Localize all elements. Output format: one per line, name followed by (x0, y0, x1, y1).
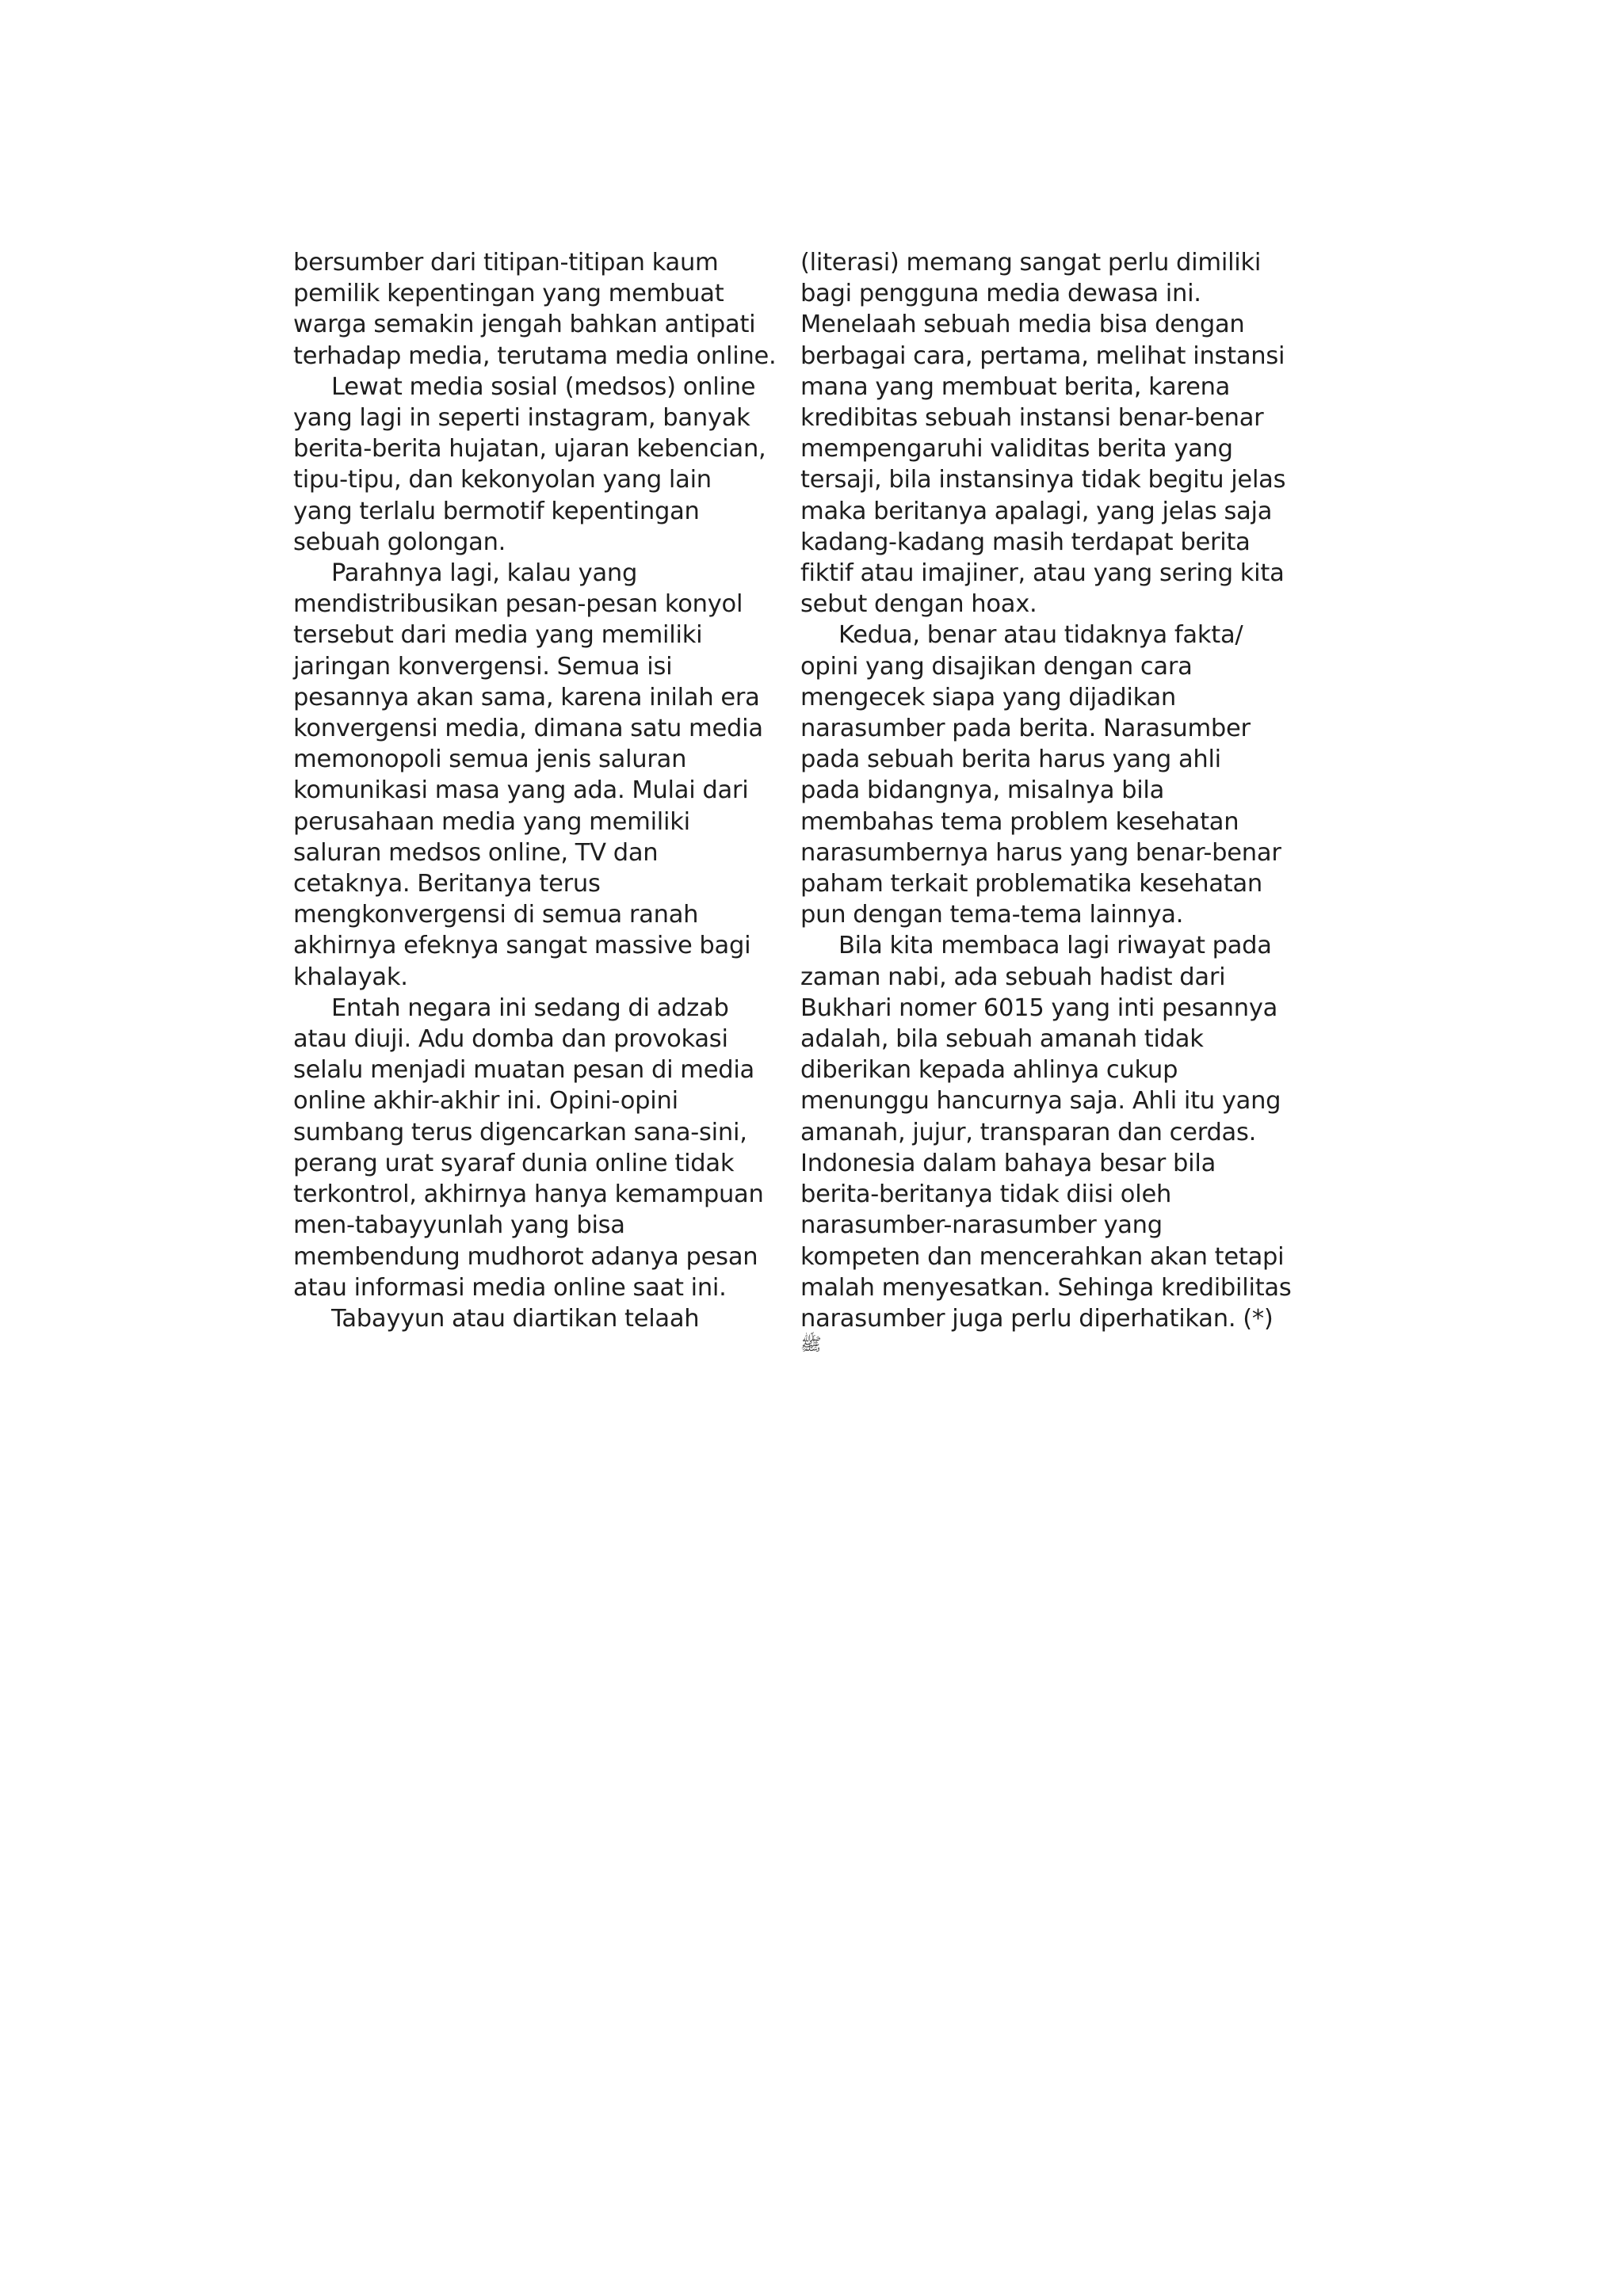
text-line: pun dengan tema-tema lainnya. (800, 901, 1184, 929)
text-line: Menelaah sebuah media bisa dengan (800, 311, 1245, 339)
text-line: mendistribusikan pesan-pesan konyol (293, 590, 743, 619)
text-line: pemilik kepentingan yang membuat (293, 280, 724, 308)
text-line: narasumbernya harus yang benar-benar (800, 838, 1281, 867)
text-line: komunikasi masa yang ada. Mulai dari (293, 776, 749, 805)
text-line: adalah, bila sebuah amanah tidak (800, 1025, 1204, 1054)
text-line: cetaknya. Beritanya terus (293, 870, 601, 898)
text-line: akhirnya efeknya sangat massive bagi (293, 932, 751, 960)
text-line: sebut dengan hoax. (800, 590, 1037, 619)
left-column-paragraph (293, 372, 778, 558)
text-line: pesannya akan sama, karena inilah era (293, 683, 760, 711)
text-line: berita-berita hujatan, ujaran kebencian, (293, 435, 766, 463)
text-line: memonopoli semua jenis saluran (293, 746, 687, 774)
text-line: membendung mudhorot adanya pesan (293, 1242, 758, 1271)
text-line: opini yang disajikan dengan cara (800, 652, 1193, 681)
text-line: diberikan kepada ahlinya cukup (800, 1056, 1178, 1085)
text-line: mengkonvergensi di semua ranah (293, 901, 699, 929)
text-line: kompeten dan mencerahkan akan tetapi (800, 1242, 1285, 1271)
text-line: jaringan konvergensi. Semua isi (293, 652, 673, 681)
text-line: konvergensi media, dimana satu media (293, 715, 763, 743)
text-line: khalayak. (293, 963, 408, 991)
text-line: Bukhari nomer 6015 yang inti pesannya (800, 994, 1278, 1022)
right-column-paragraph (800, 247, 1285, 620)
text-line: bagi pengguna media dewasa ini. (800, 280, 1201, 308)
text-line: tersebut dari media yang memiliki (293, 621, 703, 650)
text-line: berita-beritanya tidak diisi oleh (800, 1180, 1172, 1209)
text-line: Kedua, benar atau tidaknya fakta/ (838, 621, 1243, 650)
left-column-paragraph (293, 247, 778, 372)
text-line: perang urat syaraf dunia online tidak (293, 1149, 735, 1177)
text-line: perusahaan media yang memiliki (293, 807, 690, 836)
text-line: Lewat media sosial (medsos) online (331, 372, 756, 401)
text-line: narasumber juga perlu diperhatikan. (*) (800, 1304, 1274, 1333)
text-line: narasumber-narasumber yang (800, 1211, 1163, 1240)
end-mark-icon: ﷺ (800, 1335, 822, 1356)
text-line: kadang-kadang masih terdapat berita (800, 528, 1251, 556)
text-line: warga semakin jengah bahkan antipati (293, 311, 756, 339)
text-line: atau informasi media online saat ini. (293, 1273, 727, 1302)
text-line: tersaji, bila instansinya tidak begitu jelas (800, 466, 1286, 494)
text-line: paham terkait problematika kesehatan (800, 870, 1263, 898)
text-line: zaman nabi, ada sebuah hadist dari (800, 963, 1226, 991)
text-line: atau diuji. Adu domba dan provokasi (293, 1025, 728, 1054)
text-line: Bila kita membaca lagi riwayat pada (838, 932, 1272, 960)
text-line: fiktif atau imajiner, atau yang sering kita (800, 559, 1285, 588)
text-line: yang terlalu bermotif kepentingan (293, 497, 700, 525)
text-line: mengecek siapa yang dijadikan (800, 683, 1176, 711)
text-line: amanah, jujur, transparan dan cerdas. (800, 1118, 1257, 1146)
text-line: bersumber dari titipan-titipan kaum (293, 249, 719, 277)
text-line: pada bidangnya, misalnya bila (800, 776, 1165, 805)
text-line: maka beritanya apalagi, yang jelas saja (800, 497, 1273, 525)
text-line: mana yang membuat berita, karena (800, 372, 1231, 401)
left-column-paragraph (293, 1303, 778, 1334)
text-line: pada sebuah berita harus yang ahli (800, 746, 1221, 774)
text-line: terkontrol, akhirnya hanya kemampuan (293, 1180, 764, 1209)
text-line: berbagai cara, pertama, melihat instansi (800, 341, 1285, 370)
text-line: (literasi) memang sangat perlu dimiliki (800, 249, 1262, 277)
right-column-paragraph (800, 930, 1292, 1334)
text-line: narasumber pada berita. Narasumber (800, 715, 1251, 743)
text-line: selalu menjadi muatan pesan di media (293, 1056, 754, 1085)
article-column-right (800, 247, 1292, 1356)
text-line: Entah negara ini sedang di adzab (331, 994, 729, 1022)
text-line: Indonesia dalam bahaya besar bila (800, 1149, 1216, 1177)
right-column-paragraph (800, 620, 1285, 930)
text-line: men-tabayyunlah yang bisa (293, 1211, 625, 1240)
left-column-paragraph (293, 993, 778, 1303)
text-line: terhadap media, terutama media online. (293, 341, 777, 370)
text-line: membahas tema problem kesehatan (800, 807, 1239, 836)
text-line: tipu-tipu, dan kekonyolan yang lain (293, 466, 712, 494)
text-line: kredibitas sebuah instansi benar-benar (800, 404, 1264, 433)
text-line: sebuah golongan. (293, 528, 506, 556)
text-line: online akhir-akhir ini. Opini-opini (293, 1087, 678, 1116)
text-line: yang lagi in seperti instagram, banyak (293, 404, 750, 433)
article-column-left (293, 247, 778, 1334)
text-line: saluran medsos online, TV dan (293, 838, 659, 867)
text-line: malah menyesatkan. Sehinga kredibilitas (800, 1273, 1292, 1302)
left-column-paragraph (293, 558, 778, 993)
text-line: menunggu hancurnya saja. Ahli itu yang (800, 1087, 1281, 1116)
text-line: sumbang terus digencarkan sana-sini, (293, 1118, 747, 1146)
text-line: Parahnya lagi, kalau yang (331, 559, 638, 588)
text-line: mempengaruhi validitas berita yang (800, 435, 1233, 463)
text-line: Tabayyun atau diartikan telaah (331, 1304, 700, 1333)
